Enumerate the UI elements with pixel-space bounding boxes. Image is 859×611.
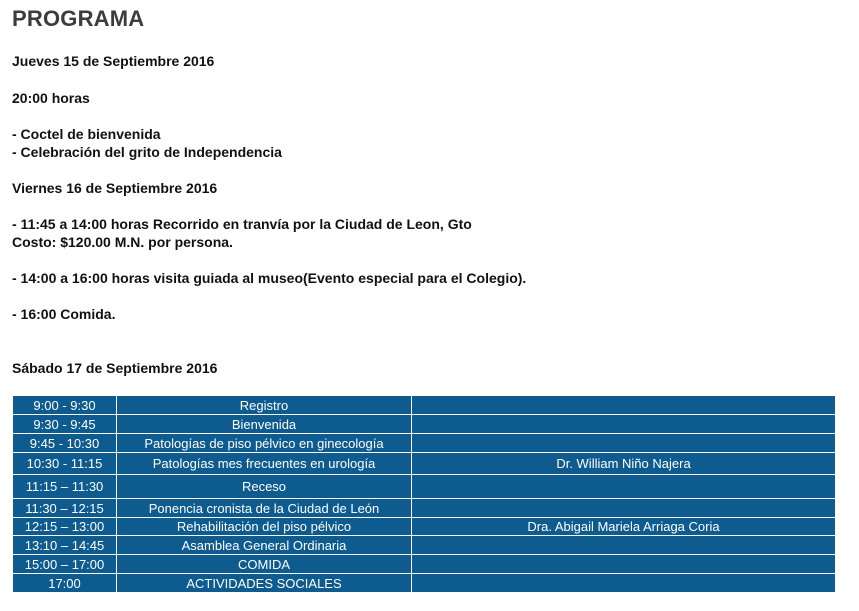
row-activity: Ponencia cronista de la Ciudad de León [117, 499, 412, 518]
friday-museum: - 14:00 a 16:00 horas visita guiada al museo(Evento especial para el Colegio). [12, 270, 527, 286]
table-row [13, 574, 836, 593]
table-row [13, 475, 836, 499]
saturday-date: Sábado 17 de Septiembre 2016 [12, 360, 218, 376]
row-time: 17:00 [13, 574, 117, 593]
row-activity: Rehabilitación del piso pélvico [117, 518, 412, 536]
table-row [13, 453, 836, 475]
row-activity: Patologías mes frecuentes en urología [117, 453, 412, 475]
table-row [13, 499, 836, 518]
friday-meal: - 16:00 Comida. [12, 306, 116, 322]
row-time: 12:15 – 13:00 [13, 518, 117, 536]
thursday-time: 20:00 horas [12, 90, 90, 106]
row-speaker [412, 415, 836, 434]
row-activity: Receso [117, 475, 412, 499]
row-activity: COMIDA [117, 555, 412, 574]
row-speaker [412, 536, 836, 555]
row-speaker [412, 434, 836, 453]
page-title: PROGRAMA [12, 6, 145, 31]
row-time: 11:30 – 12:15 [13, 499, 117, 518]
row-activity: Patologías de piso pélvico en ginecología [117, 434, 412, 453]
friday-tour: - 11:45 a 14:00 horas Recorrido en tranvía por la Ciudad de Leon, Gto [12, 216, 472, 232]
row-speaker [412, 475, 836, 499]
row-speaker: Dra. Abigail Mariela Arriaga Coria [412, 518, 836, 536]
schedule-table [12, 395, 836, 593]
row-time: 9:30 - 9:45 [13, 415, 117, 434]
row-activity: Bienvenida [117, 415, 412, 434]
row-time: 9:00 - 9:30 [13, 396, 117, 415]
row-activity: ACTIVIDADES SOCIALES [117, 574, 412, 593]
friday-date: Viernes 16 de Septiembre 2016 [12, 180, 218, 196]
table-row [13, 555, 836, 574]
thursday-item-welcome: - Coctel de bienvenida [12, 126, 161, 142]
row-time: 10:30 - 11:15 [13, 453, 117, 475]
row-speaker [412, 574, 836, 593]
thursday-date: Jueves 15 de Septiembre 2016 [12, 53, 215, 69]
row-activity: Registro [117, 396, 412, 415]
table-row [13, 434, 836, 453]
table-row [13, 518, 836, 536]
row-time: 13:10 – 14:45 [13, 536, 117, 555]
table-row [13, 396, 836, 415]
row-time: 9:45 - 10:30 [13, 434, 117, 453]
row-speaker [412, 555, 836, 574]
thursday-item-independence: - Celebración del grito de Independencia [12, 144, 282, 160]
row-speaker [412, 499, 836, 518]
table-row [13, 415, 836, 434]
row-speaker [412, 396, 836, 415]
table-row [13, 536, 836, 555]
friday-cost: Costo: $120.00 M.N. por persona. [12, 234, 233, 250]
row-time: 11:15 – 11:30 [13, 475, 117, 499]
row-speaker: Dr. William Niño Najera [412, 453, 836, 475]
row-time: 15:00 – 17:00 [13, 555, 117, 574]
row-activity: Asamblea General Ordinaria [117, 536, 412, 555]
